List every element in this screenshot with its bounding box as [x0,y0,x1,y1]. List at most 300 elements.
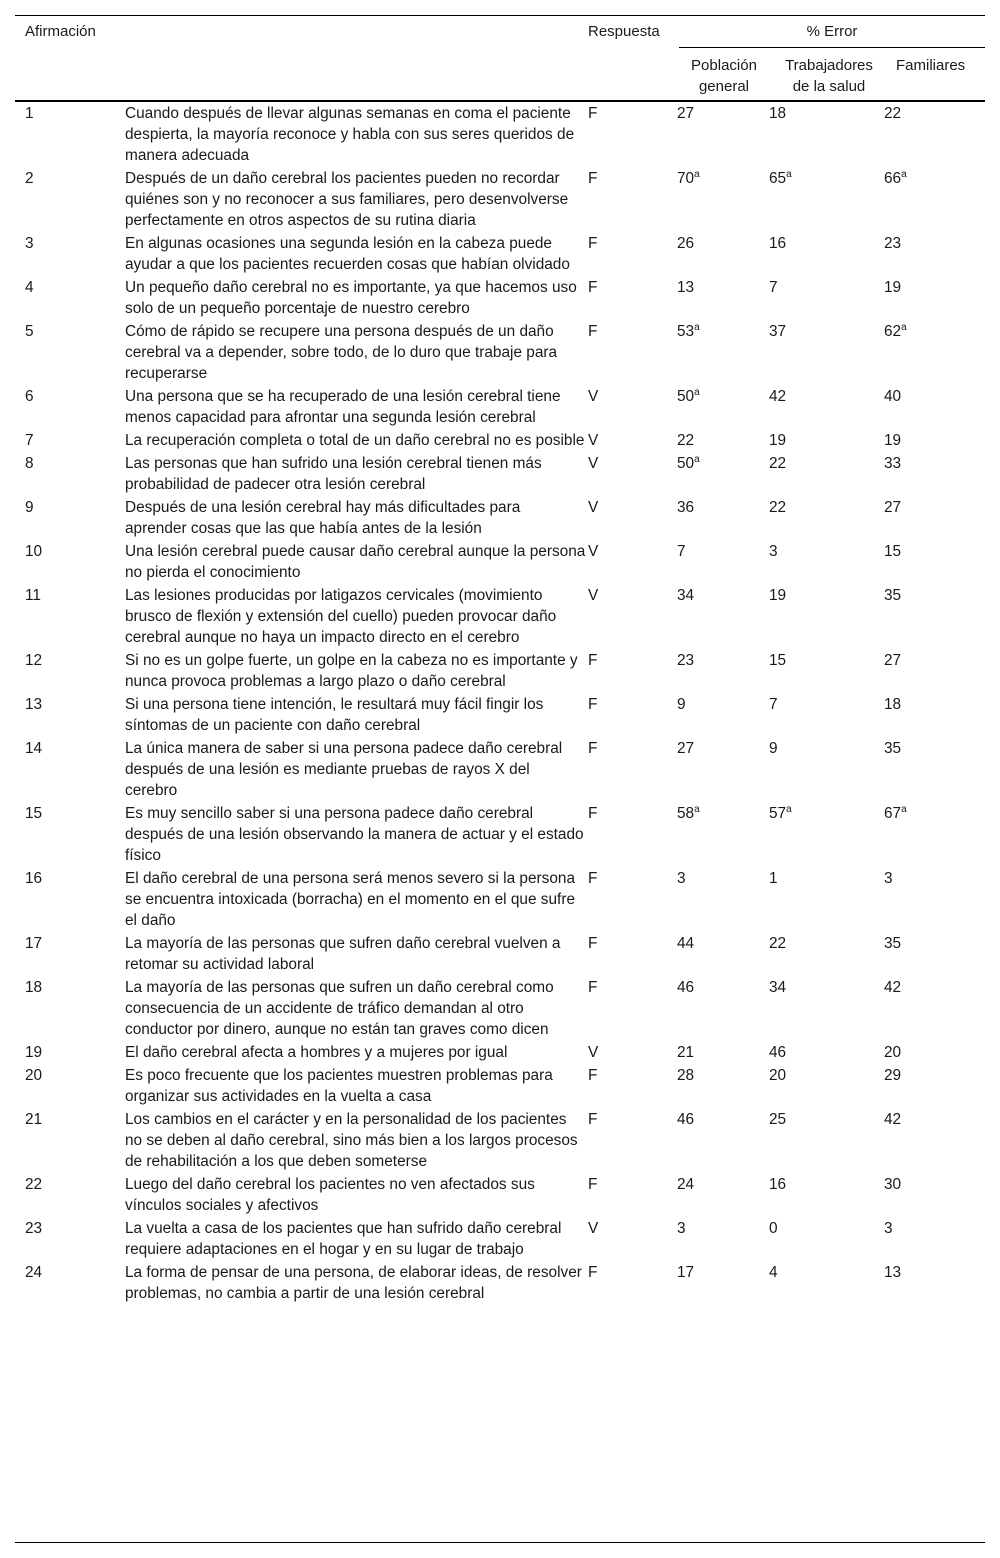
cell-trabajadores-salud-value: 22 [769,455,787,472]
significance-marker: a [901,322,907,333]
cell-familiares-value: 19 [884,279,902,296]
cell-trabajadores-salud-value: 37 [769,323,787,340]
cell-statement [125,1065,588,1109]
table-body [15,103,985,1306]
cell-number-value: 17 [25,935,43,952]
cell-poblacion-general-value: 53 [677,323,695,340]
cell-number-value: 1 [25,105,34,122]
cell-respuesta [588,386,677,430]
cell-familiares [884,1174,985,1218]
cell-number [15,453,125,497]
cell-trabajadores-salud [769,277,884,321]
cell-statement-value: La vuelta a casa de los pacientes que han sufrido daño cerebral requiere adaptaciones en el hogar y en su lugar de trabajo [125,1220,562,1258]
cell-poblacion-general [677,277,769,321]
cell-number-value: 13 [25,696,43,713]
cell-number [15,868,125,933]
cell-respuesta [588,1042,677,1065]
cell-trabajadores-salud-value: 4 [769,1264,778,1281]
cell-poblacion-general-value: 17 [677,1264,695,1281]
cell-number [15,541,125,585]
cell-respuesta [588,694,677,738]
cell-respuesta-value: F [588,1176,598,1193]
cell-poblacion-general [677,497,769,541]
cell-number [15,103,125,168]
cell-statement [125,1042,588,1065]
cell-statement [125,453,588,497]
cell-poblacion-general-value: 26 [677,235,695,252]
cell-number-value: 21 [25,1111,43,1128]
table-row [15,1065,985,1109]
cell-poblacion-general-value: 7 [677,543,686,560]
header-familiares: Familiares [896,57,966,74]
cell-number [15,497,125,541]
table-row [15,233,985,277]
significance-marker: a [694,169,700,180]
cell-trabajadores-salud [769,1065,884,1109]
cell-poblacion-general [677,103,769,168]
cell-trabajadores-salud-value: 0 [769,1220,778,1237]
cell-trabajadores-salud-value: 19 [769,432,787,449]
cell-statement [125,541,588,585]
error-subheader-rule [679,47,985,48]
cell-number [15,694,125,738]
table-row [15,321,985,386]
cell-number-value: 7 [25,432,34,449]
cell-number [15,803,125,868]
cell-statement [125,277,588,321]
significance-marker: a [694,387,700,398]
cell-number-value: 5 [25,323,34,340]
table-row [15,386,985,430]
cell-poblacion-general [677,585,769,650]
cell-poblacion-general [677,868,769,933]
cell-statement [125,977,588,1042]
cell-respuesta [588,1262,677,1306]
cell-respuesta-value: F [588,105,598,122]
cell-number-value: 16 [25,870,43,887]
cell-poblacion-general [677,803,769,868]
cell-respuesta-value: F [588,235,598,252]
cell-poblacion-general-value: 24 [677,1176,695,1193]
cell-statement [125,168,588,233]
table-row [15,1042,985,1065]
cell-familiares-value: 19 [884,432,902,449]
cell-number [15,168,125,233]
cell-familiares-value: 40 [884,388,902,405]
cell-statement-value: La mayoría de las personas que sufren un daño cerebral como consecuencia de un accidente de tráfico demandan al otro conductor por dinero, aunque no están tan graves como dicen [125,979,554,1038]
cell-familiares [884,386,985,430]
cell-poblacion-general-value: 3 [677,870,686,887]
cell-number [15,1262,125,1306]
cell-trabajadores-salud-value: 9 [769,740,778,757]
cell-number-value: 18 [25,979,43,996]
cell-trabajadores-salud [769,386,884,430]
header-trabajadores-line2: de la salud [792,78,866,95]
cell-poblacion-general-value: 70 [677,170,695,187]
table-row [15,585,985,650]
cell-poblacion-general-value: 27 [677,105,695,122]
cell-trabajadores-salud [769,933,884,977]
cell-familiares [884,738,985,803]
table-row [15,1262,985,1306]
cell-trabajadores-salud [769,1262,884,1306]
cell-statement-value: La mayoría de las personas que sufren daño cerebral vuelven a retomar su actividad laboral [125,935,561,973]
cell-statement-value: Una persona que se ha recuperado de una lesión cerebral tiene menos capacidad para afrontar una segunda lesión cerebral [125,388,561,426]
cell-statement-value: Si una persona tiene intención, le resultará muy fácil fingir los síntomas de un paciente con daño cerebral [125,696,544,734]
cell-familiares [884,585,985,650]
cell-familiares [884,233,985,277]
cell-statement-value: En algunas ocasiones una segunda lesión en la cabeza puede ayudar a que los pacientes recuerden cosas que habían olvidado [125,235,570,273]
cell-trabajadores-salud-value: 3 [769,543,778,560]
cell-respuesta [588,868,677,933]
table-row [15,103,985,168]
cell-statement [125,1262,588,1306]
cell-respuesta [588,233,677,277]
cell-trabajadores-salud [769,1174,884,1218]
cell-familiares [884,103,985,168]
cell-respuesta [588,650,677,694]
cell-number [15,321,125,386]
cell-respuesta-value: F [588,935,598,952]
table-row [15,497,985,541]
cell-familiares [884,321,985,386]
cell-respuesta-value: F [588,740,598,757]
table-row [15,977,985,1042]
cell-trabajadores-salud-value: 25 [769,1111,787,1128]
cell-statement [125,233,588,277]
cell-respuesta-value: F [588,1264,598,1281]
cell-statement-value: La recuperación completa o total de un daño cerebral no es posible [125,432,585,449]
cell-poblacion-general-value: 23 [677,652,695,669]
cell-number [15,386,125,430]
cell-poblacion-general-value: 50 [677,455,695,472]
cell-poblacion-general-value: 58 [677,805,695,822]
cell-number [15,277,125,321]
cell-statement [125,933,588,977]
cell-respuesta [588,541,677,585]
cell-trabajadores-salud-value: 46 [769,1044,787,1061]
cell-number-value: 3 [25,235,34,252]
cell-number [15,1218,125,1262]
cell-poblacion-general [677,321,769,386]
table-row [15,168,985,233]
cell-statement-value: Después de un daño cerebral los pacientes pueden no recordar quiénes son y no reconocer a sus familiares, pero desenvolverse perfectamente en otros aspectos de su rutina diaria [125,170,569,229]
cell-familiares [884,868,985,933]
cell-familiares-value: 23 [884,235,902,252]
cell-trabajadores-salud-value: 34 [769,979,787,996]
cell-familiares-value: 29 [884,1067,902,1084]
cell-statement-value: Las personas que han sufrido una lesión cerebral tienen más probabilidad de padecer otra lesión cerebral [125,455,542,493]
cell-poblacion-general [677,650,769,694]
cell-respuesta [588,1109,677,1174]
cell-familiares [884,1042,985,1065]
cell-familiares-value: 13 [884,1264,902,1281]
cell-statement [125,694,588,738]
cell-number [15,585,125,650]
cell-number [15,933,125,977]
cell-number-value: 15 [25,805,43,822]
cell-poblacion-general-value: 34 [677,587,695,604]
cell-respuesta [588,738,677,803]
header-rule [15,100,985,102]
table-row [15,541,985,585]
cell-trabajadores-salud-value: 22 [769,499,787,516]
cell-respuesta [588,803,677,868]
cell-trabajadores-salud [769,585,884,650]
cell-familiares-value: 3 [884,870,893,887]
cell-statement-value: Una lesión cerebral puede causar daño cerebral aunque la persona no pierda el conocimiento [125,543,586,581]
cell-familiares [884,1065,985,1109]
cell-familiares-value: 62 [884,323,902,340]
cell-statement [125,497,588,541]
cell-number [15,738,125,803]
cell-familiares [884,933,985,977]
cell-poblacion-general-value: 28 [677,1067,695,1084]
significance-marker: a [694,804,700,815]
cell-poblacion-general [677,738,769,803]
cell-number-value: 22 [25,1176,43,1193]
cell-respuesta-value: F [588,979,598,996]
cell-respuesta [588,1218,677,1262]
cell-poblacion-general [677,1174,769,1218]
cell-respuesta-value: V [588,432,599,449]
cell-number [15,430,125,453]
header-error: % Error [806,23,858,40]
cell-statement-value: El daño cerebral de una persona será menos severo si la persona se encuentra intoxicada (borracha) en el momento en el que sufre el daño [125,870,576,929]
cell-number-value: 12 [25,652,43,669]
cell-statement [125,868,588,933]
cell-poblacion-general [677,453,769,497]
cell-poblacion-general-value: 22 [677,432,695,449]
data-table [15,103,985,1306]
cell-number-value: 23 [25,1220,43,1237]
cell-poblacion-general-value: 9 [677,696,686,713]
table-row [15,933,985,977]
cell-poblacion-general-value: 13 [677,279,695,296]
cell-trabajadores-salud-value: 1 [769,870,778,887]
cell-familiares [884,453,985,497]
cell-statement [125,1109,588,1174]
cell-respuesta-value: V [588,455,599,472]
cell-trabajadores-salud [769,430,884,453]
cell-statement-value: Después de una lesión cerebral hay más dificultades para aprender cosas que las que había antes de la lesión [125,499,521,537]
header-poblacion-line2: general [698,78,750,95]
cell-statement [125,803,588,868]
cell-number-value: 4 [25,279,34,296]
cell-trabajadores-salud [769,650,884,694]
cell-poblacion-general-value: 36 [677,499,695,516]
cell-familiares-value: 67 [884,805,902,822]
cell-trabajadores-salud [769,497,884,541]
cell-number-value: 20 [25,1067,43,1084]
cell-poblacion-general [677,541,769,585]
cell-trabajadores-salud-value: 42 [769,388,787,405]
cell-trabajadores-salud [769,168,884,233]
header-trabajadores-line1: Trabajadores [785,57,873,74]
cell-number-value: 6 [25,388,34,405]
table-row [15,694,985,738]
cell-poblacion-general [677,694,769,738]
cell-trabajadores-salud-value: 22 [769,935,787,952]
cell-familiares-value: 35 [884,740,902,757]
cell-trabajadores-salud [769,738,884,803]
cell-respuesta-value: V [588,499,599,516]
cell-trabajadores-salud-value: 19 [769,587,787,604]
cell-respuesta-value: V [588,1220,599,1237]
cell-number-value: 11 [25,587,41,604]
cell-poblacion-general-value: 21 [677,1044,695,1061]
cell-poblacion-general-value: 50 [677,388,695,405]
cell-statement-value: Los cambios en el carácter y en la personalidad de los pacientes no se deben al daño cerebral, sino más bien a los largos procesos de rehabilitación a los que deben someterse [125,1111,578,1170]
cell-trabajadores-salud [769,453,884,497]
cell-statement-value: Es poco frecuente que los pacientes muestren problemas para organizar sus actividades en la vuelta a casa [125,1067,553,1105]
cell-familiares-value: 35 [884,587,902,604]
table-row [15,1109,985,1174]
significance-marker: a [786,804,792,815]
cell-number [15,233,125,277]
cell-respuesta-value: F [588,1111,598,1128]
cell-poblacion-general [677,933,769,977]
cell-respuesta-value: F [588,870,598,887]
cell-trabajadores-salud-value: 15 [769,652,787,669]
cell-respuesta [588,497,677,541]
cell-respuesta-value: V [588,388,599,405]
table-row [15,868,985,933]
cell-trabajadores-salud-value: 57 [769,805,787,822]
cell-number-value: 10 [25,543,43,560]
cell-familiares-value: 35 [884,935,902,952]
cell-poblacion-general [677,977,769,1042]
cell-poblacion-general [677,1065,769,1109]
cell-respuesta-value: F [588,170,598,187]
cell-number-value: 2 [25,170,34,187]
header-respuesta: Respuesta [588,23,660,40]
cell-respuesta [588,1065,677,1109]
header-poblacion-line1: Población [691,57,757,74]
cell-respuesta-value: F [588,279,598,296]
cell-respuesta-value: F [588,323,598,340]
cell-trabajadores-salud [769,541,884,585]
cell-trabajadores-salud [769,803,884,868]
cell-familiares-value: 27 [884,652,902,669]
cell-familiares [884,1109,985,1174]
cell-poblacion-general-value: 3 [677,1220,686,1237]
table-row [15,738,985,803]
cell-familiares-value: 20 [884,1044,902,1061]
cell-respuesta-value: F [588,652,598,669]
cell-respuesta [588,933,677,977]
cell-familiares-value: 3 [884,1220,893,1237]
cell-number [15,650,125,694]
cell-poblacion-general [677,386,769,430]
cell-trabajadores-salud-value: 16 [769,235,787,252]
cell-trabajadores-salud [769,103,884,168]
significance-marker: a [901,804,907,815]
cell-familiares-value: 42 [884,979,902,996]
table-row [15,277,985,321]
cell-familiares [884,694,985,738]
cell-familiares [884,277,985,321]
cell-statement-value: Cuando después de llevar algunas semanas en coma el paciente despierta, la mayoría reconoce y habla con sus seres queridos de manera adecuada [125,105,575,164]
table-row [15,1218,985,1262]
cell-number [15,1065,125,1109]
cell-statement [125,430,588,453]
cell-familiares-value: 66 [884,170,902,187]
cell-number-value: 8 [25,455,34,472]
cell-trabajadores-salud-value: 18 [769,105,787,122]
cell-trabajadores-salud-value: 65 [769,170,787,187]
cell-respuesta [588,430,677,453]
cell-statement-value: Si no es un golpe fuerte, un golpe en la cabeza no es importante y nunca provoca problemas a largo plazo o daño cerebral [125,652,578,690]
cell-statement-value: El daño cerebral afecta a hombres y a mujeres por igual [125,1044,508,1061]
cell-statement [125,1174,588,1218]
cell-familiares-value: 30 [884,1176,902,1193]
cell-poblacion-general-value: 44 [677,935,695,952]
cell-trabajadores-salud [769,1042,884,1065]
cell-respuesta [588,103,677,168]
cell-trabajadores-salud-value: 7 [769,279,778,296]
cell-trabajadores-salud [769,868,884,933]
cell-statement [125,386,588,430]
cell-statement-value: Luego del daño cerebral los pacientes no ven afectados sus vínculos sociales y afectivos [125,1176,535,1214]
table-row [15,650,985,694]
cell-number-value: 19 [25,1044,43,1061]
cell-familiares-value: 15 [884,543,902,560]
cell-respuesta-value: F [588,696,598,713]
cell-number-value: 24 [25,1264,43,1281]
cell-familiares [884,430,985,453]
cell-familiares [884,977,985,1042]
cell-trabajadores-salud-value: 20 [769,1067,787,1084]
cell-respuesta [588,453,677,497]
cell-respuesta [588,1174,677,1218]
cell-statement [125,650,588,694]
cell-respuesta [588,585,677,650]
cell-statement-value: Es muy sencillo saber si una persona padece daño cerebral después de una lesión observando la manera de actuar y el estado físico [125,805,584,864]
cell-poblacion-general [677,1218,769,1262]
cell-poblacion-general-value: 46 [677,979,695,996]
cell-trabajadores-salud [769,233,884,277]
cell-statement [125,1218,588,1262]
cell-respuesta-value: V [588,1044,599,1061]
bottom-rule [15,1542,985,1543]
significance-marker: a [694,454,700,465]
cell-respuesta-value: F [588,1067,598,1084]
cell-respuesta [588,977,677,1042]
cell-familiares-value: 42 [884,1111,902,1128]
table-row [15,453,985,497]
cell-familiares [884,497,985,541]
cell-statement [125,103,588,168]
cell-respuesta [588,321,677,386]
cell-familiares [884,1218,985,1262]
header-afirmacion: Afirmación [25,23,96,40]
cell-respuesta [588,277,677,321]
cell-poblacion-general-value: 27 [677,740,695,757]
cell-trabajadores-salud [769,1218,884,1262]
cell-familiares [884,650,985,694]
cell-familiares [884,803,985,868]
cell-familiares-value: 27 [884,499,902,516]
cell-statement [125,738,588,803]
table-row [15,803,985,868]
significance-marker: a [786,169,792,180]
cell-statement [125,585,588,650]
cell-familiares [884,168,985,233]
cell-familiares [884,541,985,585]
cell-trabajadores-salud [769,321,884,386]
cell-poblacion-general [677,1042,769,1065]
